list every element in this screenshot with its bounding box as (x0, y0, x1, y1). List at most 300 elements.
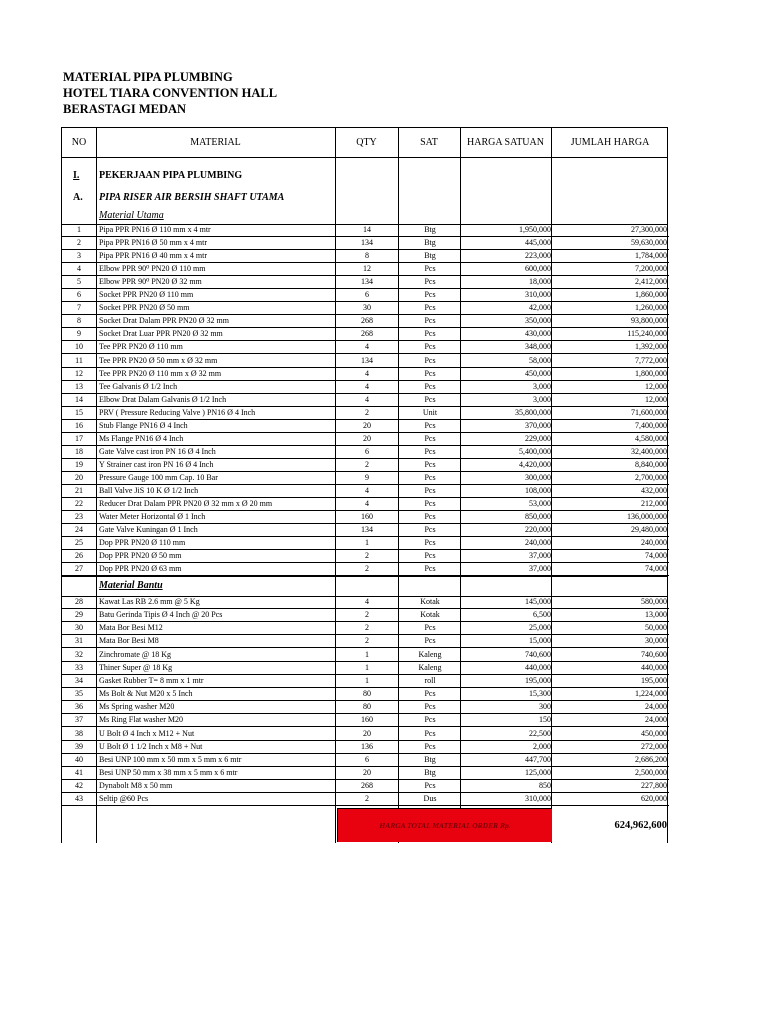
row-qty: 134 (361, 277, 373, 287)
header-no: NO (71, 136, 87, 148)
row-jumlah-harga: 2,700,000 (635, 472, 667, 482)
table-row (62, 459, 669, 472)
header-qty: QTY (356, 136, 377, 148)
row-no: 19 (75, 459, 83, 469)
row-sat: Pcs (424, 689, 436, 699)
row-no: 25 (75, 538, 83, 548)
table-row (62, 289, 669, 302)
row-harga-satuan: 53,000 (529, 499, 551, 509)
row-jumlah-harga: 32,400,000 (631, 446, 667, 456)
row-harga-satuan: 6,500 (533, 610, 551, 620)
header-jumlah-harga: JUMLAH HARGA (570, 136, 650, 148)
row-qty: 6 (365, 446, 369, 456)
table-row (62, 596, 669, 609)
row-qty: 1 (365, 675, 369, 685)
row-sat: Btg (424, 251, 436, 261)
row-no: 33 (75, 662, 83, 672)
row-jumlah-harga: 432,000 (641, 486, 667, 495)
row-no: 16 (75, 420, 83, 430)
row-qty: 4 (365, 499, 369, 509)
row-harga-satuan: 35,800,000 (515, 407, 551, 417)
row-harga-satuan: 348,000 (525, 342, 551, 352)
row-material: Dop PPR PN20 Ø 110 mm (99, 538, 186, 548)
row-qty: 20 (363, 767, 371, 777)
table-row (62, 701, 669, 714)
row-no: 8 (77, 316, 81, 326)
table-row (62, 315, 669, 328)
table-row (62, 394, 669, 407)
row-qty: 4 (365, 368, 369, 378)
row-jumlah-harga: 115,240,000 (627, 329, 667, 339)
row-qty: 4 (365, 381, 369, 391)
title-line-3: BERASTAGI MEDAN (63, 102, 187, 116)
row-jumlah-harga: 2,500,000 (635, 767, 667, 777)
row-qty: 4 (365, 486, 369, 495)
table-row (62, 649, 669, 662)
row-sat: Btg (424, 238, 436, 248)
row-sat: Pcs (424, 446, 436, 456)
row-sat: Pcs (424, 702, 436, 712)
row-jumlah-harga: 212,000 (641, 499, 667, 509)
table-row (62, 537, 669, 550)
table-row (62, 662, 669, 675)
row-material: Ms Spring washer M20 (99, 702, 175, 712)
row-harga-satuan: 240,000 (525, 538, 551, 548)
row-no: 4 (77, 264, 81, 274)
row-jumlah-harga: 4,580,000 (635, 433, 667, 443)
row-sat: Pcs (424, 368, 436, 378)
row-material: Ms Bolt & Nut M20 x 5 Inch (99, 689, 193, 699)
table-row (62, 524, 669, 537)
row-harga-satuan: 450,000 (525, 368, 551, 378)
row-material: U Bolt Ø 1 1/2 Inch x M8 + Nut (99, 741, 203, 751)
group-material-utama: Material Utama (99, 210, 164, 221)
table-row (62, 446, 669, 459)
row-qty: 20 (363, 433, 371, 443)
row-no: 2 (77, 238, 81, 248)
row-sat: roll (424, 675, 436, 685)
row-sat: Pcs (424, 472, 436, 482)
row-material: Socket PPR PN20 Ø 50 mm (99, 303, 190, 313)
row-material: Reducer Drat Dalam PPR PN20 Ø 32 mm x Ø 20 mm (99, 499, 273, 509)
row-qty: 12 (363, 264, 371, 274)
row-jumlah-harga: 272,000 (641, 741, 667, 751)
row-jumlah-harga: 1,260,000 (635, 303, 667, 313)
row-jumlah-harga: 12,000 (645, 394, 667, 404)
row-harga-satuan: 310,000 (525, 794, 551, 804)
row-sat: Pcs (424, 420, 436, 430)
row-qty: 160 (361, 715, 373, 725)
row-no: 1 (77, 225, 81, 234)
row-qty: 2 (365, 636, 369, 646)
row-no: 20 (75, 472, 83, 482)
row-material: U Bolt Ø 4 Inch x M12 + Nut (99, 728, 195, 738)
row-harga-satuan: 440,000 (525, 662, 551, 672)
row-material: Tee PPR PN20 Ø 110 mm x Ø 32 mm (99, 368, 222, 378)
row-no: 13 (75, 381, 83, 391)
row-material: Socket Drat Luar PPR PN20 Ø 32 mm (99, 329, 223, 339)
row-harga-satuan: 22,500 (529, 728, 551, 738)
row-sat: Kotak (420, 610, 440, 620)
row-qty: 30 (363, 303, 371, 313)
row-jumlah-harga: 1,392,000 (635, 342, 667, 352)
row-qty: 2 (365, 610, 369, 620)
row-jumlah-harga: 29,480,000 (631, 525, 667, 535)
row-sat: Pcs (424, 303, 436, 313)
row-sat: Pcs (424, 355, 436, 365)
row-jumlah-harga: 1,784,000 (635, 251, 667, 261)
row-material: Socket PPR PN20 Ø 110 mm (99, 290, 194, 300)
row-no: 7 (77, 303, 81, 313)
row-no: 43 (75, 794, 83, 804)
row-jumlah-harga: 50,000 (645, 623, 667, 633)
row-jumlah-harga: 136,000,000 (627, 512, 667, 522)
row-qty: 1 (365, 662, 369, 672)
row-jumlah-harga: 195,000 (641, 675, 667, 685)
row-sat: Pcs (424, 715, 436, 725)
row-harga-satuan: 108,000 (525, 486, 551, 495)
row-jumlah-harga: 2,686,200 (635, 754, 667, 764)
row-no: 31 (75, 636, 83, 646)
table-row (62, 237, 669, 250)
row-sat: Pcs (424, 433, 436, 443)
row-jumlah-harga: 27,300,000 (631, 225, 667, 234)
row-sat: Btg (424, 225, 436, 234)
row-material: Pipa PPR PN16 Ø 50 mm x 4 mtr (99, 238, 208, 248)
row-material: Kawat Las RB 2.6 mm @ 5 Kg (99, 597, 200, 606)
row-no: 9 (77, 329, 81, 339)
row-harga-satuan: 58,000 (529, 355, 551, 365)
row-jumlah-harga: 7,400,000 (635, 420, 667, 430)
row-sat: Pcs (424, 394, 436, 404)
table-row (62, 609, 669, 622)
row-qty: 6 (365, 754, 369, 764)
row-jumlah-harga: 93,800,000 (631, 316, 667, 326)
row-no: 18 (75, 446, 83, 456)
row-qty: 160 (361, 512, 373, 522)
subsection-title: PIPA RISER AIR BERSIH SHAFT UTAMA (99, 192, 285, 203)
row-no: 39 (75, 741, 83, 751)
row-qty: 268 (361, 316, 373, 326)
table-row (62, 714, 669, 727)
header-harga-satuan: HARGA SATUAN (467, 136, 544, 148)
row-jumlah-harga: 2,412,000 (635, 277, 667, 287)
row-material: Ms Ring Flat washer M20 (99, 715, 183, 725)
row-sat: Pcs (424, 525, 436, 535)
row-jumlah-harga: 620,000 (641, 794, 667, 804)
row-jumlah-harga: 740,600 (641, 649, 667, 659)
row-no: 38 (75, 728, 83, 738)
row-harga-satuan: 18,000 (529, 277, 551, 287)
table-row (62, 381, 669, 394)
row-jumlah-harga: 30,000 (645, 636, 667, 646)
row-sat: Pcs (424, 636, 436, 646)
row-qty: 136 (361, 741, 373, 751)
row-material: Batu Gerinda Tipis Ø 4 Inch @ 20 Pcs (99, 610, 223, 620)
row-harga-satuan: 223,000 (525, 251, 551, 261)
row-material: Stub Flange PN16 Ø 4 Inch (99, 420, 188, 430)
row-no: 11 (75, 355, 83, 365)
row-jumlah-harga: 7,200,000 (635, 264, 667, 274)
row-sat: Pcs (424, 538, 436, 548)
row-harga-satuan: 37,000 (529, 551, 551, 561)
row-material: Y Strainer cast iron PN 16 Ø 4 Inch (99, 459, 214, 469)
table-row (62, 472, 669, 485)
table-row (62, 250, 669, 263)
row-qty: 14 (363, 225, 371, 234)
row-no: 3 (77, 251, 81, 261)
row-material: Mata Bor Besi M12 (99, 623, 163, 633)
row-material: Zinchromate @ 18 Kg (99, 649, 172, 659)
row-sat: Pcs (424, 342, 436, 352)
table-row (62, 511, 669, 524)
row-qty: 2 (365, 551, 369, 561)
table-row (62, 276, 669, 289)
row-jumlah-harga: 7,772,000 (635, 355, 667, 365)
row-material: Tee PPR PN20 Ø 50 mm x Ø 32 mm (99, 355, 218, 365)
row-qty: 2 (365, 623, 369, 633)
row-sat: Pcs (424, 499, 436, 509)
row-no: 6 (77, 290, 81, 300)
row-sat: Kaleng (418, 649, 442, 659)
row-qty: 20 (363, 728, 371, 738)
row-material: Besi UNP 100 mm x 50 mm x 5 mm x 6 mtr (99, 754, 242, 764)
row-qty: 6 (365, 290, 369, 300)
row-material: Seltip @60 Pcs (99, 794, 149, 804)
row-no: 36 (75, 702, 83, 712)
table-row (62, 420, 669, 433)
row-material: Pressure Gauge 100 mm Cap. 10 Bar (99, 472, 218, 482)
row-no: 15 (75, 407, 83, 417)
row-harga-satuan: 3,000 (533, 394, 551, 404)
row-qty: 4 (365, 597, 369, 606)
row-harga-satuan: 145,000 (525, 597, 551, 606)
row-sat: Pcs (424, 551, 436, 561)
section-title: PEKERJAAN PIPA PLUMBING (99, 170, 243, 181)
row-jumlah-harga: 74,000 (645, 564, 667, 574)
row-harga-satuan: 740,600 (525, 649, 551, 659)
table-row (62, 563, 669, 576)
row-material: Dynabolt M8 x 50 mm (99, 781, 173, 791)
section-roman: I. (73, 170, 80, 181)
table-row (62, 675, 669, 688)
row-no: 29 (75, 610, 83, 620)
table-row (62, 498, 669, 511)
header-material: MATERIAL (190, 136, 241, 148)
row-qty: 2 (365, 407, 369, 417)
header-bottom-border (62, 157, 667, 158)
row-harga-satuan: 850,000 (525, 512, 551, 522)
row-qty: 2 (365, 459, 369, 469)
row-no: 37 (75, 715, 83, 725)
row-no: 34 (75, 675, 83, 685)
row-no: 32 (75, 649, 83, 659)
row-sat: Kaleng (418, 662, 442, 672)
row-harga-satuan: 370,000 (525, 420, 551, 430)
row-qty: 80 (363, 689, 371, 699)
total-label: HARGA TOTAL MATERIAL ORDER Rp. (379, 821, 511, 830)
row-sat: Dus (423, 794, 437, 804)
row-sat: Pcs (424, 329, 436, 339)
row-material: Tee Galvanis Ø 1/2 Inch (99, 381, 178, 391)
table-row (62, 433, 669, 446)
table-row (62, 754, 669, 767)
row-no: 28 (75, 597, 83, 606)
row-material: Pipa PPR PN16 Ø 40 mm x 4 mtr (99, 251, 208, 261)
title-line-1: MATERIAL PIPA PLUMBING (63, 70, 233, 84)
row-sat: Pcs (424, 277, 436, 287)
row-harga-satuan: 37,000 (529, 564, 551, 574)
row-qty: 268 (361, 329, 373, 339)
row-harga-satuan: 310,000 (525, 290, 551, 300)
table-row (62, 550, 669, 563)
row-qty: 134 (361, 525, 373, 535)
row-no: 23 (75, 512, 83, 522)
row-no: 24 (75, 525, 83, 535)
row-harga-satuan: 3,000 (533, 381, 551, 391)
row-qty: 4 (365, 394, 369, 404)
row-material: Gate Valve Kuningan Ø 1 Inch (99, 525, 198, 535)
row-no: 12 (75, 368, 83, 378)
row-harga-satuan: 2,000 (533, 741, 551, 751)
row-jumlah-harga: 450,000 (641, 728, 667, 738)
row-harga-satuan: 229,000 (525, 433, 551, 443)
row-qty: 1 (365, 649, 369, 659)
row-material: Elbow Drat Dalam Galvanis Ø 1/2 Inch (99, 394, 227, 404)
row-harga-satuan: 850 (539, 781, 551, 791)
row-harga-satuan: 445,000 (525, 238, 551, 248)
row-harga-satuan: 15,300 (529, 689, 551, 699)
row-no: 10 (75, 342, 83, 352)
header-sat: SAT (420, 136, 438, 148)
row-no: 42 (75, 781, 83, 791)
table-row (62, 224, 669, 237)
row-harga-satuan: 600,000 (525, 264, 551, 274)
row-jumlah-harga: 24,000 (645, 702, 667, 712)
row-no: 35 (75, 689, 83, 699)
row-no: 14 (75, 394, 83, 404)
table-row (62, 485, 669, 498)
table-row (62, 407, 669, 420)
row-harga-satuan: 350,000 (525, 316, 551, 326)
row-no: 27 (75, 564, 83, 574)
row-qty: 9 (365, 472, 369, 482)
total-value: 624,962,600 (614, 819, 667, 831)
row-harga-satuan: 150 (539, 715, 551, 725)
row-harga-satuan: 430,000 (525, 329, 551, 339)
table-row (62, 741, 669, 754)
subsection-letter: A. (73, 192, 83, 203)
row-material: Socket Drat Dalam PPR PN20 Ø 32 mm (99, 316, 229, 326)
row-jumlah-harga: 240,000 (641, 538, 667, 548)
row-material: Thiner Super @ 18 Kg (99, 662, 173, 672)
row-sat: Pcs (424, 781, 436, 791)
row-no: 26 (75, 551, 83, 561)
row-harga-satuan: 300,000 (525, 472, 551, 482)
row-harga-satuan: 42,000 (529, 303, 551, 313)
table-row (62, 368, 669, 381)
row-no: 30 (75, 623, 83, 633)
row-harga-satuan: 15,000 (529, 636, 551, 646)
row-sat: Pcs (424, 623, 436, 633)
row-sat: Pcs (424, 316, 436, 326)
row-harga-satuan: 5,400,000 (519, 446, 551, 456)
row-no: 21 (75, 486, 83, 495)
row-harga-satuan: 4,420,000 (519, 459, 551, 469)
row-sat: Pcs (424, 264, 436, 274)
row-harga-satuan: 220,000 (525, 525, 551, 535)
row-harga-satuan: 25,000 (529, 623, 551, 633)
row-material: Ms Flange PN16 Ø 4 Inch (99, 433, 184, 443)
row-harga-satuan: 300 (539, 702, 551, 712)
table-row (62, 767, 669, 780)
row-jumlah-harga: 227,800 (641, 781, 667, 791)
row-harga-satuan: 447,700 (525, 754, 551, 764)
title-line-2: HOTEL TIARA CONVENTION HALL (63, 86, 278, 100)
table-row (62, 793, 669, 806)
group-material-bantu: Material Bantu (99, 580, 163, 591)
row-jumlah-harga: 1,224,000 (635, 689, 667, 699)
row-qty: 80 (363, 702, 371, 712)
row-sat: Pcs (424, 512, 436, 522)
document-title (63, 69, 277, 117)
row-qty: 4 (365, 342, 369, 352)
row-material: Tee PPR PN20 Ø 110 mm (99, 342, 183, 352)
row-material: Dop PPR PN20 Ø 63 mm (99, 564, 182, 574)
row-material: Elbow PPR 90⁰ PN20 Ø 110 mm (99, 264, 206, 274)
row-sat: Pcs (424, 290, 436, 300)
row-sat: Unit (422, 407, 438, 417)
table-row (62, 780, 669, 793)
separator-line (62, 576, 667, 577)
row-jumlah-harga: 59,630,000 (631, 238, 667, 248)
row-no: 40 (75, 754, 83, 764)
row-qty: 1 (365, 538, 369, 548)
row-sat: Pcs (424, 564, 436, 574)
row-material: Elbow PPR 90⁰ PN20 Ø 32 mm (99, 277, 202, 287)
row-qty: 134 (361, 355, 373, 365)
table-row (62, 302, 669, 315)
row-jumlah-harga: 74,000 (645, 551, 667, 561)
row-material: Besi UNP 50 mm x 38 mm x 5 mm x 6 mtr (99, 767, 238, 777)
row-sat: Pcs (424, 741, 436, 751)
row-qty: 8 (365, 251, 369, 261)
row-jumlah-harga: 12,000 (645, 381, 667, 391)
table-row (62, 728, 669, 741)
row-material: Ball Valve JiS 10 K Ø 1/2 Inch (99, 486, 199, 495)
row-no: 41 (75, 767, 83, 777)
table-row (62, 688, 669, 701)
row-qty: 20 (363, 420, 371, 430)
table-row (62, 622, 669, 635)
row-jumlah-harga: 440,000 (641, 662, 667, 672)
row-no: 22 (75, 499, 83, 509)
row-sat: Pcs (424, 381, 436, 391)
row-material: Water Meter Horizontal Ø 1 Inch (99, 512, 206, 522)
table-row (62, 328, 669, 341)
row-jumlah-harga: 1,800,000 (635, 368, 667, 378)
table-row (62, 355, 669, 368)
table-row (62, 341, 669, 354)
row-material: Dop PPR PN20 Ø 50 mm (99, 551, 182, 561)
row-qty: 134 (361, 238, 373, 248)
row-jumlah-harga: 580,000 (641, 597, 667, 606)
row-jumlah-harga: 13,000 (645, 610, 667, 620)
row-jumlah-harga: 1,860,000 (635, 290, 667, 300)
row-harga-satuan: 125,000 (525, 767, 551, 777)
table-row (62, 263, 669, 276)
row-material: PRV ( Pressure Reducing Valve ) PN16 Ø 4 Inch (99, 407, 256, 417)
